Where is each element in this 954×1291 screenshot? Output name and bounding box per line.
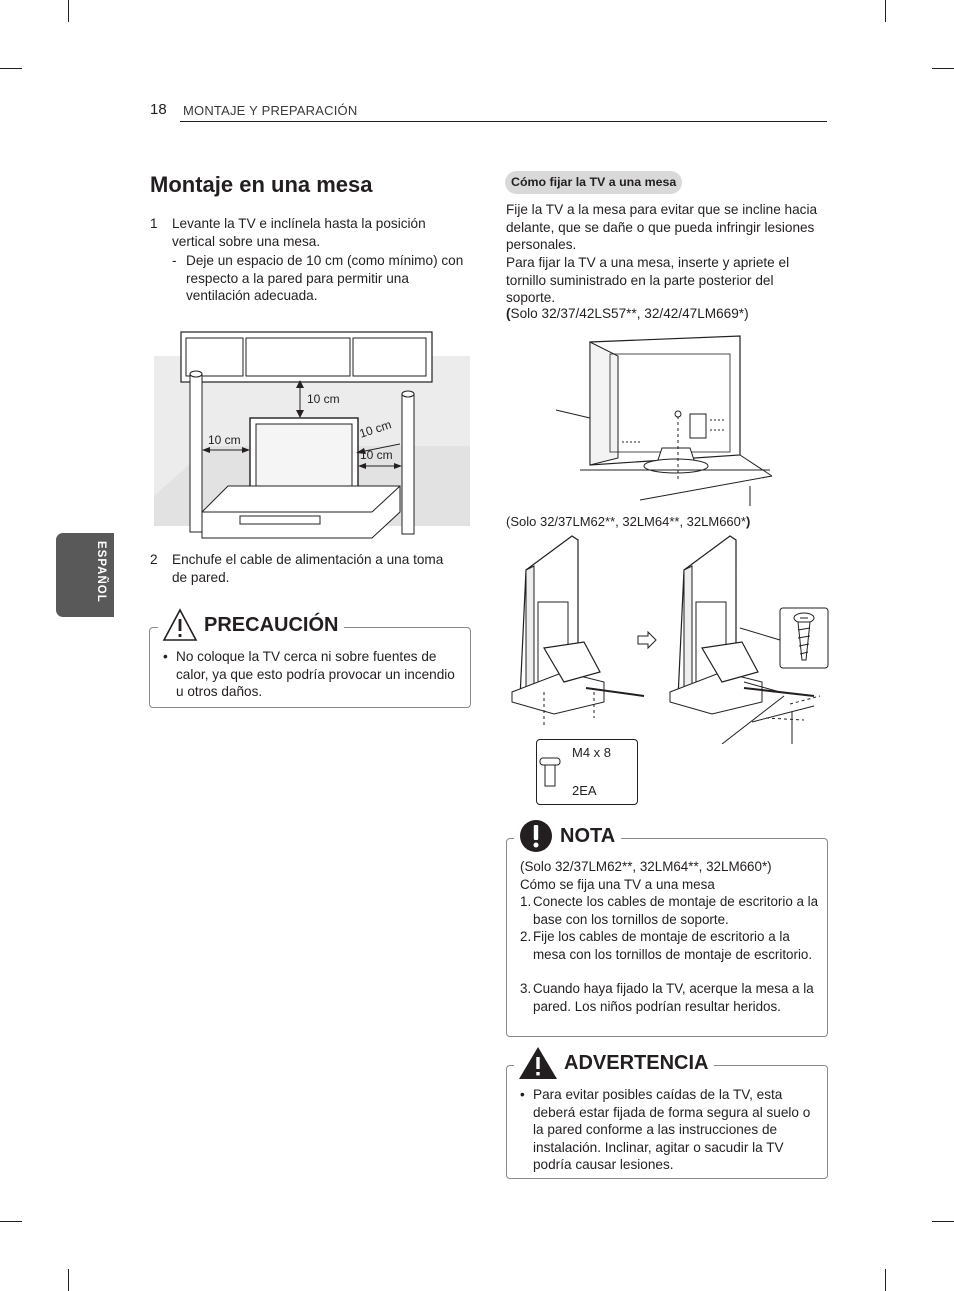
crop-mark <box>932 68 954 69</box>
exclamation-circle-icon <box>518 818 554 854</box>
warning-title-text: ADVERTENCIA <box>564 1051 709 1074</box>
model-note-2 <box>506 513 750 531</box>
note-item-num: 3. <box>520 981 532 996</box>
clearance-illustration <box>150 326 472 542</box>
step-text: Levante la TV e inclínela hasta la posición vertical sobre una mesa. <box>172 216 426 249</box>
warning-text: Para evitar posibles caídas de la TV, esta deberá estar fijada de forma segura al suelo o la pared conforme a las instrucciones de instalación. Inclinar, agitar o sacudir la TV podría causar lesiones. <box>533 1087 811 1173</box>
crop-mark <box>68 0 69 22</box>
intro-paragraph: Fije la TV a la mesa para evitar que se incline hacia delante, que se dañe o que pueda infringir lesiones personales. <box>506 202 818 253</box>
tv-rear-screw-illustration <box>550 330 780 510</box>
desk-mount-illustration <box>504 532 834 744</box>
model-note-2-paren: ) <box>745 514 751 529</box>
crop-mark <box>932 1221 954 1222</box>
wall-shelf <box>181 332 432 382</box>
sub-dash: - <box>172 253 177 268</box>
header-rule <box>180 121 827 122</box>
caution-title-text: PRECAUCIÓN <box>204 613 339 636</box>
crop-mark <box>885 1269 886 1291</box>
model-note-2-text: (Solo 32/37LM62**, 32LM64**, 32LM660* <box>506 514 746 529</box>
note-item-text: Fije los cables de montaje de escritorio a la mesa con los tornillos de montaje de escritorio. <box>533 929 813 962</box>
step-subtext: Deje un espacio de 10 cm (como mínimo) con respecto a la pared para permitir una ventilación adecuada. <box>186 253 464 304</box>
note-item-num: 1. <box>520 894 532 909</box>
instruction-paragraph: Para fijar la TV a una mesa, inserte y apriete el tornillo suministrado en la parte posterior del soporte. <box>506 255 790 306</box>
clearance-label-top: 10 cm <box>307 392 340 406</box>
warning-title <box>514 1040 714 1086</box>
caution-title <box>158 603 344 647</box>
clearance-label-right-upper: 10 cm <box>357 417 394 441</box>
note-item-text: Conecte los cables de montaje de escritorio a la base con los tornillos de soporte. <box>533 894 819 927</box>
step-text: Enchufe el cable de alimentación a una toma de pared. <box>172 552 444 585</box>
note-title-text: NOTA <box>560 824 616 847</box>
screw-quantity: 2EA <box>572 783 597 798</box>
note-item-num: 2. <box>520 929 532 944</box>
note-item-text: Cuando haya fijado la TV, acerque la mesa a la pared. Los niños podrían resultar heridos. <box>533 981 814 1014</box>
model-note-1-text: Solo 32/37/42LS57**, 32/42/47LM669*) <box>510 306 749 321</box>
crop-mark <box>68 1269 69 1291</box>
section-title: MONTAJE Y PREPARACIÓN <box>183 103 358 118</box>
step-number: 1 <box>150 216 158 231</box>
stand-base <box>644 459 708 473</box>
screw-icon <box>675 411 681 417</box>
model-note-1-paren: ( <box>506 306 511 321</box>
language-tab <box>56 533 114 617</box>
note-line-2: Cómo se fija una TV a una mesa <box>520 877 715 892</box>
bullet-dot: • <box>163 649 168 664</box>
language-tab-label: ESPAÑOL <box>95 541 107 603</box>
crop-mark <box>0 68 22 69</box>
clearance-label-right-lower: 10 cm <box>360 448 393 462</box>
speaker-left <box>190 374 202 532</box>
speaker-right <box>402 394 414 534</box>
bolt-icon <box>538 756 562 788</box>
screw-spec: M4 x 8 <box>572 745 612 760</box>
clearance-label-left: 10 cm <box>208 433 241 447</box>
page-number: 18 <box>150 101 167 118</box>
warning-filled-triangle-icon <box>518 1046 558 1080</box>
subsection-pill: Cómo fijar la TV a una mesa <box>505 171 682 194</box>
note-line-1: (Solo 32/37LM62**, 32LM64**, 32LM660*) <box>520 859 772 874</box>
arrow-right-icon <box>638 632 656 648</box>
caution-text: No coloque la TV cerca ni sobre fuentes de calor, ya que esto podría provocar un incendio u otros daños. <box>176 649 455 700</box>
bullet-dot: • <box>520 1087 525 1102</box>
crop-mark <box>885 0 886 22</box>
crop-mark <box>0 1221 22 1222</box>
warning-triangle-icon <box>162 608 198 642</box>
step-number: 2 <box>150 552 158 567</box>
page-title: Montaje en una mesa <box>150 172 373 197</box>
model-note-1 <box>506 305 749 323</box>
note-title <box>514 813 621 859</box>
